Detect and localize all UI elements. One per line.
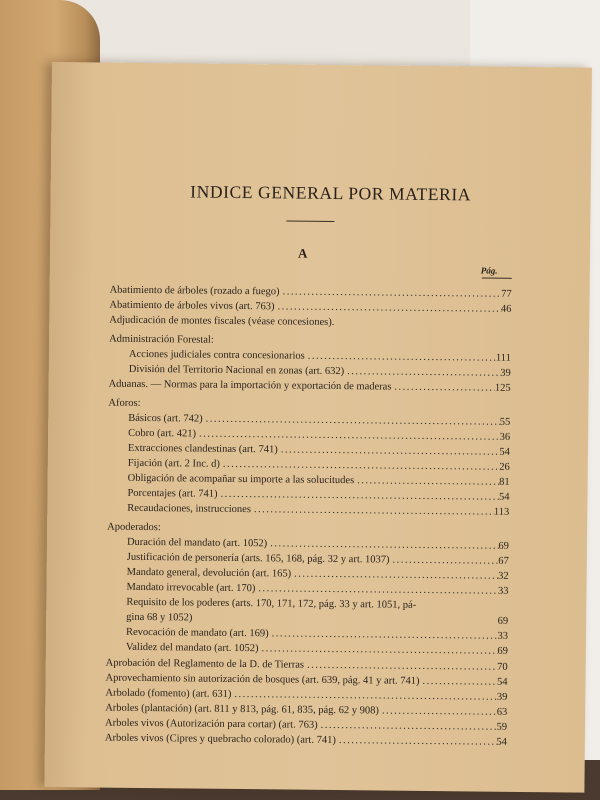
index-subentry: Básicos (art. 742) ..... 55 bbox=[128, 412, 510, 430]
index-subentry: Acciones judiciales contra concesionarios ..... 111 bbox=[129, 348, 511, 366]
index-entry: Aprobación del Reglamento de la D. de Tierras ..... 70 bbox=[106, 657, 508, 675]
index-entry: Abatimiento de árboles (rozado a fuego) ..... 77 bbox=[110, 284, 512, 302]
index-subentry: Recaudaciones, instrucciones ..... 113 bbox=[127, 502, 509, 520]
index-group-header: Administración Forestal: bbox=[109, 333, 214, 346]
index-subentry: Porcentajes (art. 741) ..... 54 bbox=[127, 487, 509, 505]
book-page bbox=[44, 62, 592, 793]
index-subentry: Cobro (art. 421) ..... 36 bbox=[128, 427, 510, 445]
index-entry: Aduanas. — Normas para la importación y exportación de maderas ..... 125 bbox=[109, 378, 511, 396]
index-subentry: Obligación de acompañar su importe a las solucitudes ..... 81 bbox=[128, 472, 510, 490]
index-subentry: División del Territorio Nacional en zonas (art. 632) ..... 39 bbox=[129, 363, 511, 381]
index-subentry: Requisito de los poderes (arts. 170, 171, 172, pág. 33 y art. 1051, pá- bbox=[126, 596, 417, 611]
index-entry: Aprovechamiento sin autorización de bosques (art. 639, pág. 41 y art. 741) ..... 54 bbox=[105, 672, 507, 690]
index-group-header: Aforos: bbox=[108, 397, 141, 409]
index-entry: Arbolado (fomento) (art. 631) ..... 39 bbox=[105, 687, 507, 705]
index-subentry: Revocación de mandato (art. 169) ..... 33 bbox=[126, 626, 508, 644]
index-entry: Arboles (plantación) (art. 811 y 813, pág. 61, 835, pág. 62 y 908) ..... 63 bbox=[105, 702, 507, 720]
section-letter: A bbox=[297, 245, 308, 261]
index-entry: Arboles vivos (Autorización para cortar) (art. 763) ..... 59 bbox=[105, 717, 507, 735]
index-subentry: Fijación (art. 2 Inc. d) ..... 26 bbox=[128, 457, 510, 475]
index-subentry: Justificación de personería (arts. 165, 168, pág. 32 y art. 1037) ..... 67 bbox=[127, 551, 509, 569]
index-subentry-continuation: gina 68 y 1052) 69 bbox=[126, 611, 509, 627]
index-group-header: Apoderados: bbox=[107, 521, 161, 534]
index-subentry: Extracciones clandestinas (art. 741) ..... 54 bbox=[128, 442, 510, 460]
index-subentry: Mandato general, devolución (art. 165) ..... 32 bbox=[127, 566, 509, 584]
index-entry: Abatimiento de árboles vivos (art. 763) ..... 46 bbox=[109, 299, 511, 317]
index-entry: Adjudicación de montes fiscales (véase concesiones). bbox=[109, 314, 335, 328]
index-subentry: Mandato irrevocable (art. 170) ..... 33 bbox=[126, 581, 508, 599]
page-title: INDICE GENERAL POR MATERIA bbox=[190, 181, 472, 205]
page-column-label: Pág. bbox=[480, 265, 498, 276]
index-entry: Arboles vivos (Cipres y quebracho colorado) (art. 741) ..... 54 bbox=[105, 732, 507, 750]
title-rule bbox=[286, 220, 334, 222]
index-subentry: Validez del mandato (art. 1052) ..... 69 bbox=[126, 641, 508, 659]
index-subentry: Duración del mandato (art. 1052) ..... 69 bbox=[127, 536, 509, 554]
page-column-rule bbox=[482, 278, 512, 279]
